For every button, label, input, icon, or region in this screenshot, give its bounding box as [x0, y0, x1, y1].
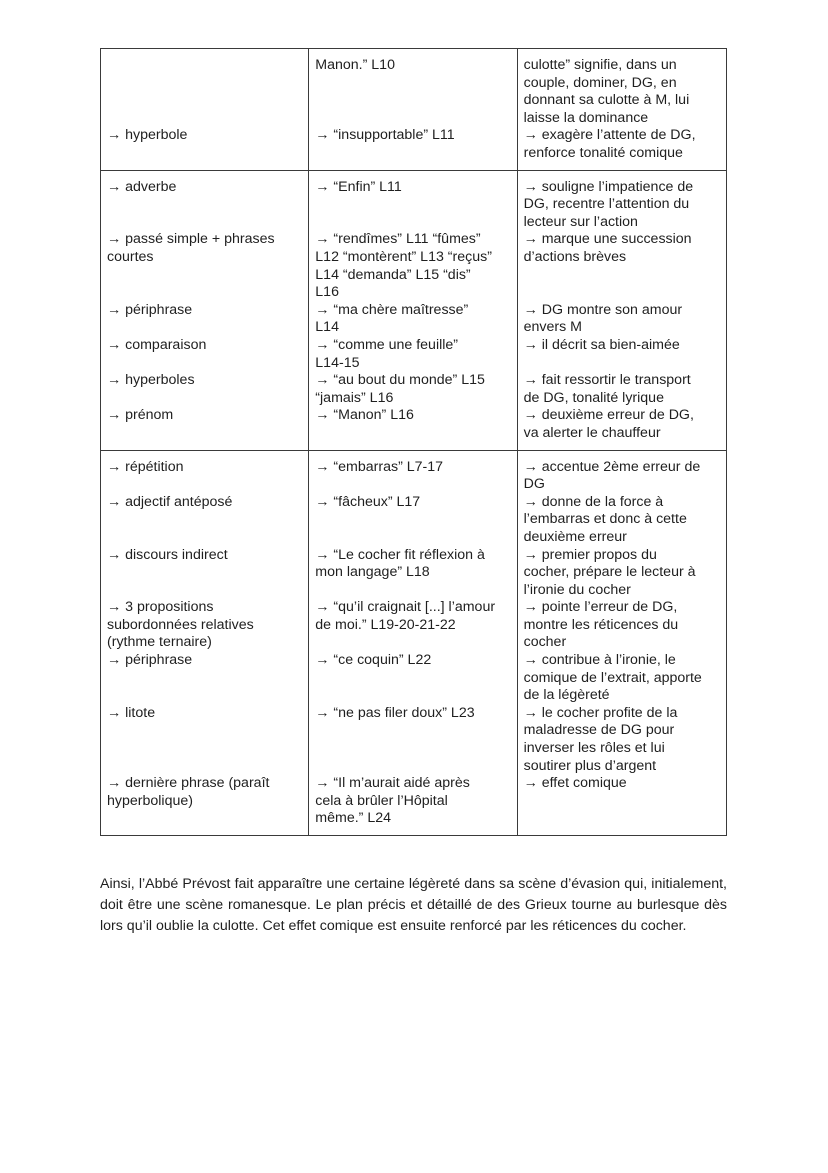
- table-entry: → exagère l’attente de DG, renforce tonalité comique: [523, 127, 696, 161]
- analysis-table: [100, 48, 727, 836]
- table-entry: → prénom: [107, 407, 174, 424]
- effect-cell: [517, 49, 726, 171]
- table-entry: → pointe l’erreur de DG, montre les réticences du cocher: [523, 599, 679, 651]
- table-entry: → “ma chère maîtresse” L14: [315, 301, 469, 336]
- table-entry: → “embarras” L7-17: [315, 458, 444, 475]
- table-entry: → “comme une feuille” L14-15: [315, 336, 459, 371]
- figure-cell: [101, 49, 309, 171]
- table-row: [101, 450, 727, 836]
- table-entry: → accentue 2ème erreur de DG: [523, 458, 701, 493]
- table-entry: → contribue à l’ironie, le comique de l’extrait, apporte de la légèreté: [523, 652, 702, 704]
- citation-cell: [309, 49, 517, 171]
- table-entry: → adjectif antéposé: [107, 493, 233, 510]
- figure-cell: [101, 450, 309, 836]
- table-entry: → “rendîmes” L11 “fûmes” L12 “montèrent” L13 “reçus” L14 “demanda” L15 “dis” L16: [315, 231, 492, 301]
- table-entry: → “insupportable” L11: [315, 127, 455, 144]
- figure-cell: [101, 170, 309, 450]
- table-entry: → répétition: [107, 458, 184, 475]
- table-entry: → périphrase: [107, 301, 193, 318]
- table-entry: → litote: [107, 704, 156, 721]
- analysis-table-body: [101, 49, 727, 836]
- table-row: [101, 170, 727, 450]
- table-entry: → adverbe: [107, 178, 177, 195]
- table-entry: → discours indirect: [107, 546, 228, 563]
- table-entry: culotte” signifie, dans un couple, dominer, DG, en donnant sa culotte à M, lui laisse la dominance: [523, 57, 690, 126]
- citation-cell: [309, 450, 517, 836]
- table-entry: → “au bout du monde” L15 “jamais” L16: [315, 372, 485, 406]
- table-entry: → périphrase: [107, 652, 193, 669]
- table-entry: → comparaison: [107, 336, 207, 353]
- table-entry: → souligne l’impatience de DG, recentre l’attention du lecteur sur l’action: [523, 178, 694, 230]
- table-entry: → donne de la force à l’embarras et donc à cette deuxième erreur: [523, 493, 687, 545]
- table-entry: → “Le cocher fit réflexion à mon langage” L18: [315, 546, 485, 581]
- table-entry: → “Enfin” L11: [315, 178, 402, 195]
- table-entry: → “ne pas filer doux” L23: [315, 704, 475, 721]
- citation-cell: [309, 170, 517, 450]
- table-entry: Manon.” L10: [315, 57, 395, 73]
- table-entry: → “fâcheux” L17: [315, 493, 421, 510]
- table-entry: → fait ressortir le transport de DG, tonalité lyrique: [523, 372, 691, 406]
- effect-cell: [517, 450, 726, 836]
- table-entry: → hyperbole: [107, 127, 188, 144]
- table-entry: → “Manon” L16: [315, 407, 414, 424]
- conclusion-paragraph: Ainsi, l’Abbé Prévost fait apparaître une certaine légèreté dans sa scène d’évasion qui, initialement, doit être une scène romanesque. Le plan précis et détaillé de des Grieux tourne au burlesque dès lors qu’il oublie la culotte. Cet effet comique est ensuite renforcé par les réticences du cocher.: [100, 876, 727, 934]
- table-entry: → le cocher profite de la maladresse de DG pour inverser les rôles et lui soutirer plus d’argent: [523, 704, 678, 774]
- table-row: [101, 49, 727, 171]
- table-entry: → premier propos du cocher, prépare le lecteur à l’ironie du cocher: [523, 546, 696, 598]
- table-entry: → marque une succession d’actions brèves: [523, 231, 692, 265]
- table-entry: → il décrit sa bien-aimée: [523, 336, 680, 353]
- table-entry: → deuxième erreur de DG, va alerter le chauffeur: [523, 407, 694, 441]
- table-entry: → DG montre son amour envers M: [523, 301, 683, 336]
- table-entry: → “qu’il craignait [...] l’amour de moi.” L19-20-21-22: [315, 599, 496, 633]
- table-entry: → passé simple + phrases courtes: [107, 231, 275, 265]
- table-entry: → hyperboles: [107, 372, 195, 389]
- table-entry: → dernière phrase (paraît hyperbolique): [107, 775, 270, 809]
- table-entry: → “Il m’aurait aidé après cela à brûler l’Hôpital même.” L24: [315, 775, 470, 827]
- table-entry: → 3 propositions subordonnées relatives (rythme ternaire): [107, 599, 254, 651]
- effect-cell: [517, 170, 726, 450]
- table-entry: [107, 57, 302, 127]
- table-entry: → effet comique: [523, 775, 627, 792]
- table-entry: → “ce coquin” L22: [315, 652, 432, 669]
